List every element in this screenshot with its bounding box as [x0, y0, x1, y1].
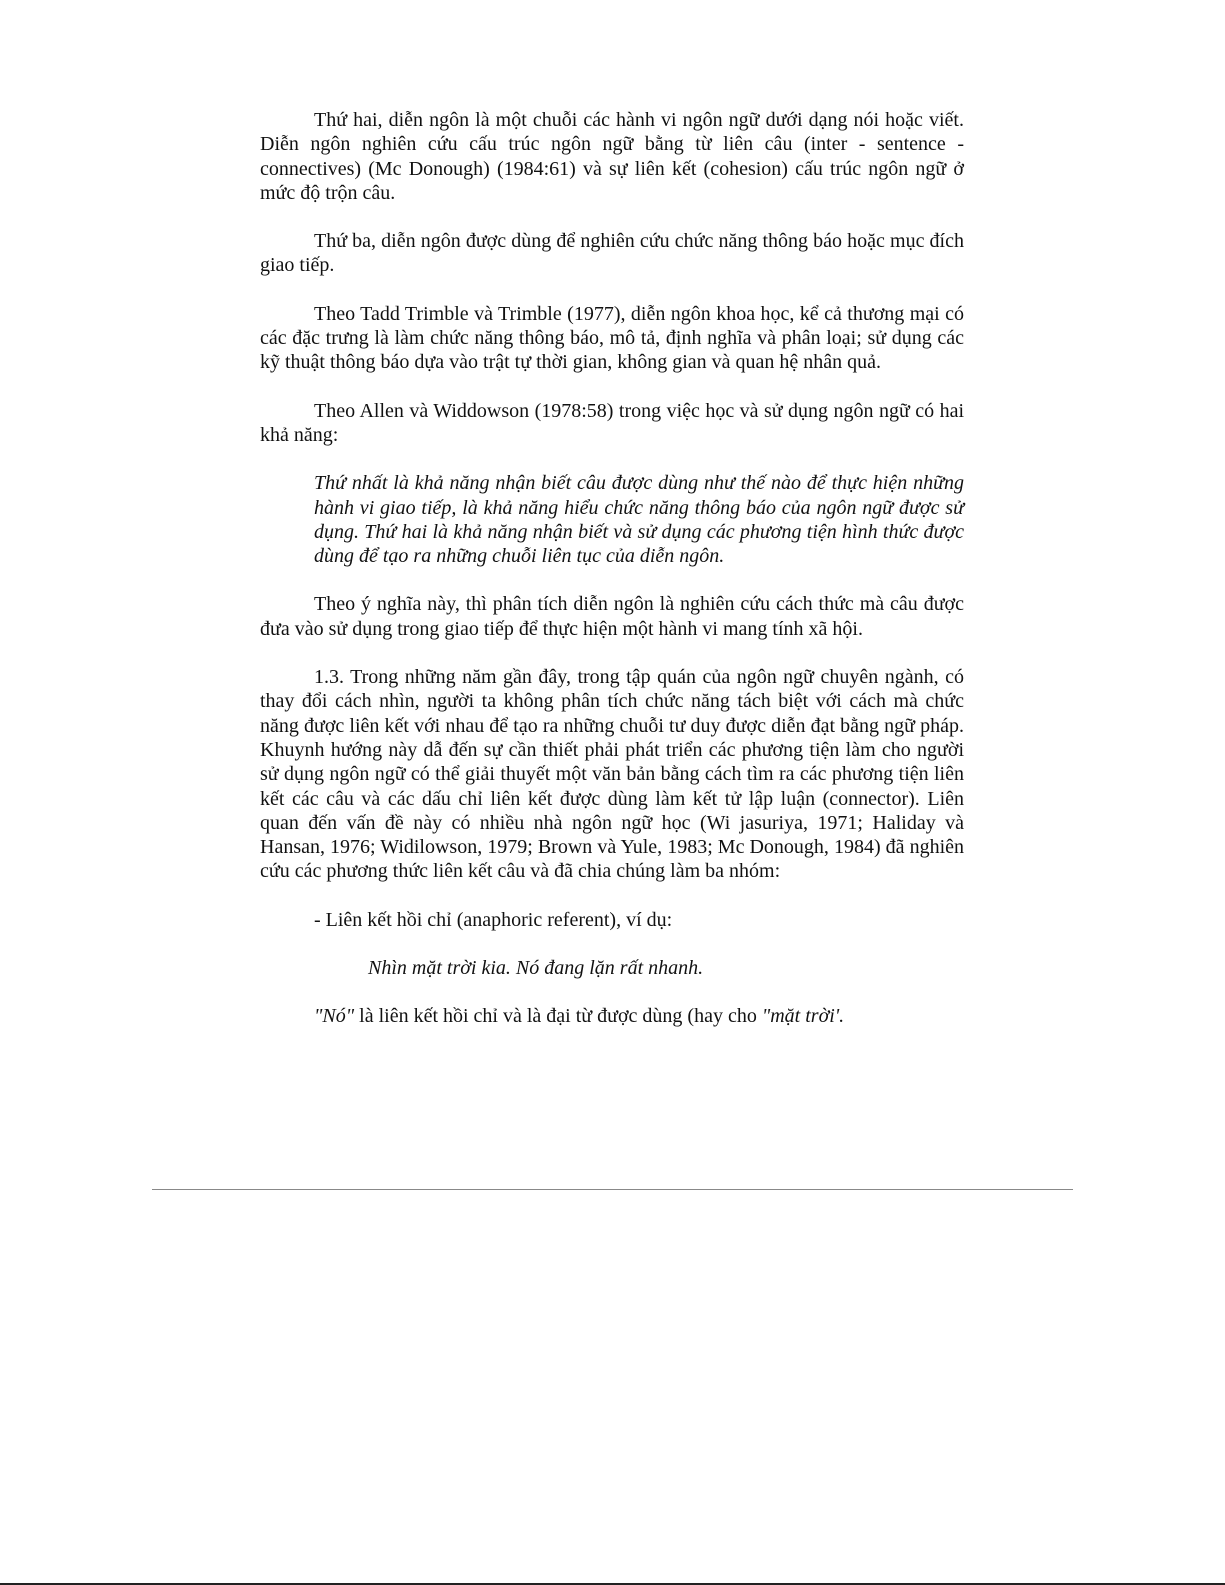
block-quote: Thứ nhất là khả năng nhận biết câu được dùng như thế nào để thực hiện những hành vi giao tiếp, là khả năng hiểu chức năng thông báo của ngôn ngữ được sử dụng. Thứ hai là khả năng nhận biết và sử dụng các phương tiện hình thức được dùng để tạo ra những chuỗi liên tục của diễn ngôn.: [314, 472, 964, 568]
closing-term-no: "Nó": [314, 1005, 355, 1028]
paragraph-closing: [260, 1004, 964, 1028]
document-body: [260, 108, 964, 1053]
paragraph-trimble: Theo Tadd Trimble và Trimble (1977), diễn ngôn khoa học, kể cả thương mại có các đặc trưng là làm chức năng thông báo, mô tả, định nghĩa và phân loại; sử dụng các kỹ thuật thông báo dựa vào trật tự thời gian, không gian và quan hệ nhân quả.: [260, 302, 964, 374]
closing-text: là liên kết hồi chỉ và là đại từ được dùng (hay cho: [354, 1005, 762, 1028]
footer-divider: [152, 1189, 1073, 1190]
bullet-anaphoric: - Liên kết hồi chỉ (anaphoric referent), ví dụ:: [314, 908, 673, 931]
paragraph-allen-widdowson: Theo Allen và Widdowson (1978:58) trong việc học và sử dụng ngôn ngữ có hai khả năng:: [260, 399, 964, 446]
paragraph-meaning: Theo ý nghĩa này, thì phân tích diễn ngôn là nghiên cứu cách thức mà câu được đưa vào sử dụng trong giao tiếp để thực hiện một hành vi mang tính xã hội.: [260, 593, 964, 640]
closing-term-mat-troi: "mặt trời'.: [761, 1005, 845, 1028]
paragraph-section-1-3: 1.3. Trong những năm gần đây, trong tập quán của ngôn ngữ chuyên ngành, có thay đổi cách nhìn, người ta không phân tích chức năng tách biệt với cách mà chức năng được liên kết với nhau để tạo ra những chuỗi tư duy được diễn đạt bằng ngữ pháp. Khuynh hướng này dẫ đến sự cần thiết phải phát triển các phương tiện làm cho người sử dụng ngôn ngữ có thể giải thuyết một văn bản bằng cách tìm ra các phương tiện liên kết các câu và các dấu chỉ liên kết được dùng làm kết tử lập luận (connector). Liên quan đến vấn đề này có nhiều nhà ngôn ngữ học (Wi jasuriya, 1971; Haliday và Hansan, 1976; Widilowson, 1979; Brown và Yule, 1983; Mc Donough, 1984) đã nghiên cứu các phương thức liên kết câu và đã chia chúng làm ba nhóm:: [260, 666, 964, 883]
paragraph-second-point: Thứ hai, diễn ngôn là một chuỗi các hành vi ngôn ngữ dưới dạng nói hoặc viết. Diễn ngôn nghiên cứu cấu trúc ngôn ngữ bằng từ liên câu (inter - sentence - connectives) (Mc Donough) (1984:61) và sự liên kết (cohesion) cấu trúc ngôn ngữ ở mức độ trộn câu.: [260, 109, 964, 204]
example-sentence: Nhìn mặt trời kia. Nó đang lặn rất nhanh.: [368, 957, 704, 980]
paragraph-third-point: Thứ ba, diễn ngôn được dùng để nghiên cứu chức năng thông báo hoặc mục đích giao tiếp.: [260, 230, 964, 277]
